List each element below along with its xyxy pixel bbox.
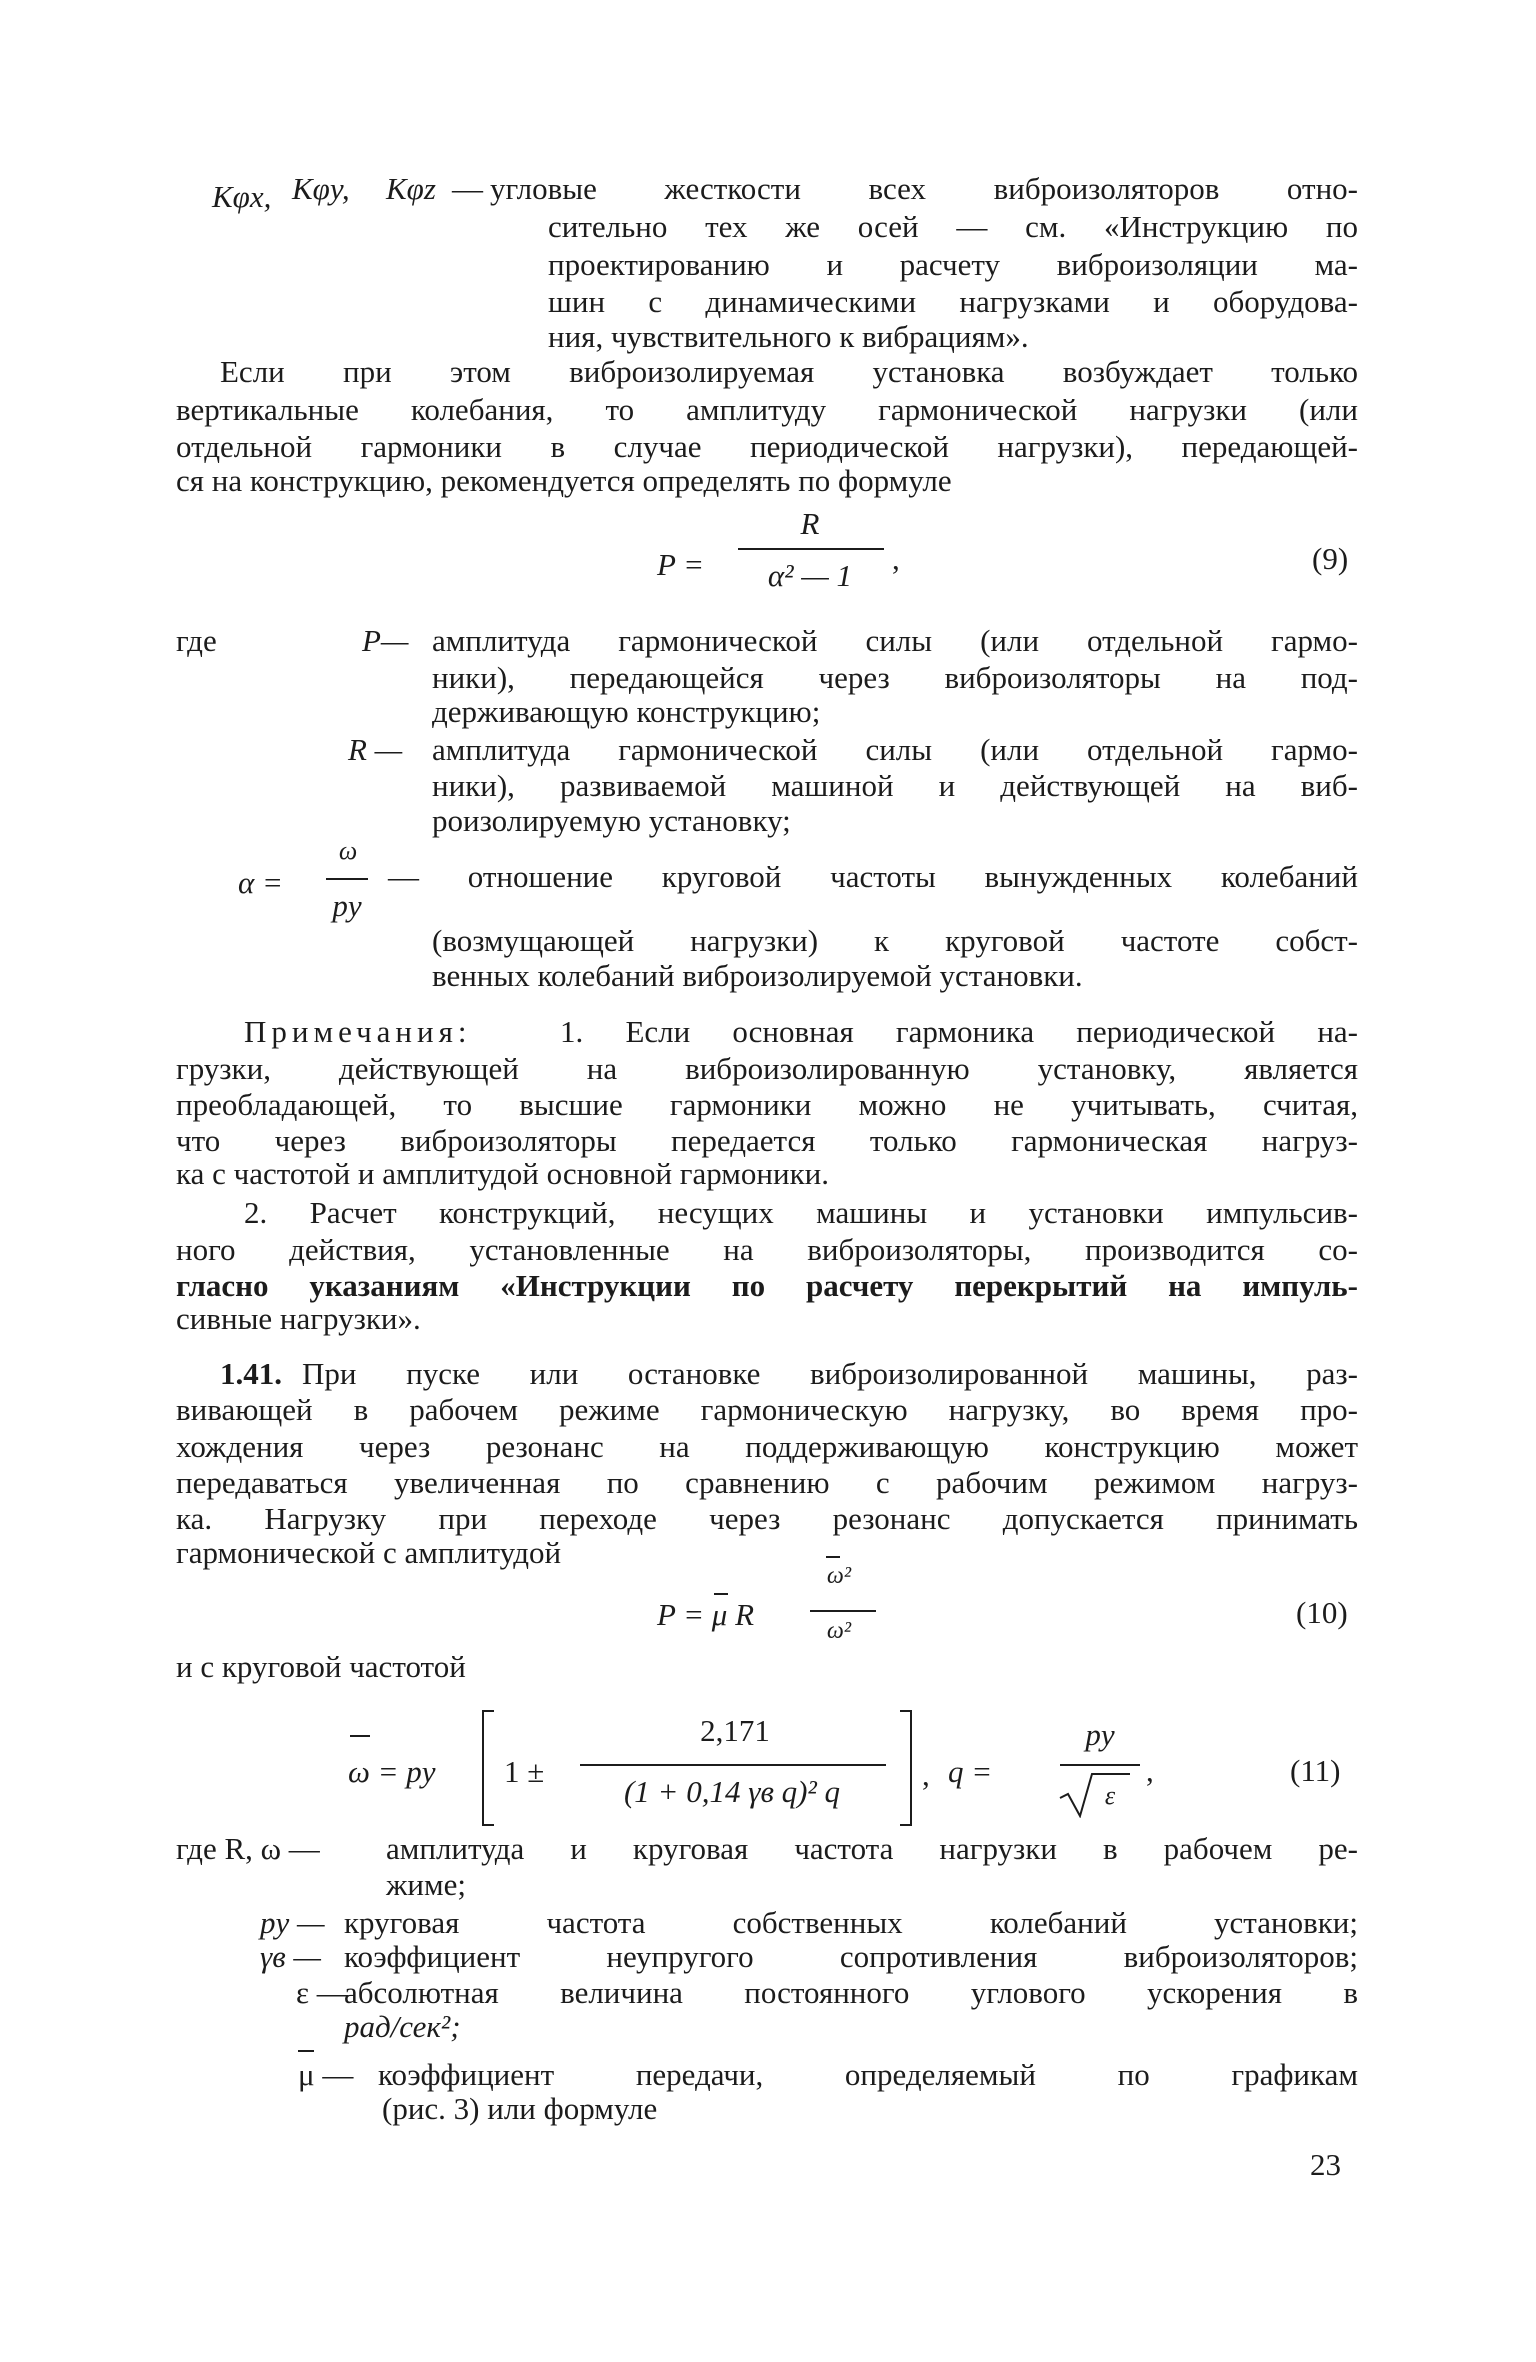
def-p-symbol: P— bbox=[362, 623, 409, 658]
note1-line-2: грузки, действующей на виброизолированную установку, является bbox=[176, 1051, 1358, 1086]
f9-numerator: R bbox=[800, 506, 820, 541]
def-alpha-fraction-bar bbox=[326, 878, 368, 880]
def-angular-line-3: проектированию и расчету виброизоляции ма- bbox=[548, 247, 1358, 282]
section-141-line-6: гармонической с амплитудой bbox=[176, 1535, 562, 1570]
f11-numerator: 2,171 bbox=[700, 1713, 770, 1748]
f10-mu-overline bbox=[714, 1593, 728, 1595]
def-p-line-1: амплитуда гармонической силы (или отдельной гармо- bbox=[432, 623, 1358, 658]
def-gamma-symbol: γв — bbox=[260, 1939, 321, 1974]
def-eps-symbol: ε — bbox=[296, 1975, 348, 2010]
def-eps-line-1: абсолютная величина постоянного углового ускорения в bbox=[344, 1975, 1358, 2010]
note1-line-4: что через виброизоляторы передается только гармоническая нагруз- bbox=[176, 1123, 1358, 1158]
f9-fraction-bar bbox=[738, 548, 884, 550]
f11-number: (11) bbox=[1290, 1753, 1341, 1788]
section-141-line-2: вивающей в рабочем режиме гармоническую нагрузку, во время про- bbox=[176, 1392, 1358, 1427]
f10-number: (10) bbox=[1296, 1595, 1348, 1630]
def-mu-line-2: (рис. 3) или формуле bbox=[382, 2091, 658, 2126]
section-141-line-4: передаваться увеличенная по сравнению с рабочим режимом нагруз- bbox=[176, 1465, 1358, 1500]
def-gamma-text: коэффициент неупругого сопротивления виброизоляторов; bbox=[344, 1939, 1358, 1974]
symbol-k-phi-y: Kφy, bbox=[292, 171, 350, 206]
def-py-text: круговая частота собственных колебаний установки; bbox=[344, 1905, 1358, 1940]
def-alpha-line-2: (возмущающей нагрузки) к круговой частоте собст- bbox=[432, 923, 1358, 958]
note2-line-1: 2. Расчет конструкций, несущих машины и установки импульсив- bbox=[244, 1195, 1358, 1230]
f10-denominator: ω² bbox=[826, 1618, 852, 1644]
f11-right-bracket bbox=[900, 1710, 912, 1826]
def-mu-symbol: μ — bbox=[298, 2057, 354, 2092]
f11-comma-1: , bbox=[922, 1757, 930, 1792]
f10-omega-overline bbox=[826, 1556, 840, 1558]
def-angular-line-5: ния, чувствительного к вибрациям». bbox=[548, 319, 1029, 354]
notes-label: Примечания: bbox=[244, 1014, 472, 1049]
circ-freq-label: и с круговой частотой bbox=[176, 1649, 466, 1684]
note2-line-2: ного действия, установленные на виброизоляторы, производится со- bbox=[176, 1232, 1358, 1267]
def-angular-line-4: шин с динамическими нагрузками и оборудова- bbox=[548, 284, 1358, 319]
def-mu-overline bbox=[298, 2050, 314, 2052]
page-number: 23 bbox=[1310, 2147, 1341, 2182]
f9-comma: , bbox=[892, 541, 900, 576]
def-alpha-numerator: ω bbox=[338, 836, 358, 865]
f11-q-numerator: pу bbox=[1085, 1717, 1115, 1752]
section-141-number: 1.41. bbox=[220, 1356, 282, 1391]
def-mu-line-1: коэффициент передачи, определяемый по графикам bbox=[378, 2057, 1358, 2092]
f9-number: (9) bbox=[1312, 541, 1349, 576]
note2-line-4: сивные нагрузки». bbox=[176, 1301, 421, 1336]
def-eps-line-2: рад/сек²; bbox=[344, 2009, 461, 2044]
section-141-line-1: При пуске или остановке виброизолированной машины, раз- bbox=[302, 1356, 1358, 1391]
def-alpha-line-3: венных колебаний виброизолируемой установки. bbox=[432, 958, 1083, 993]
note1-line-3: преобладающей, то высшие гармоники можно не учитывать, считая, bbox=[176, 1087, 1358, 1122]
para1-line-2: вертикальные колебания, то амплитуду гармонической нагрузки (или bbox=[176, 392, 1358, 427]
def-py-symbol: pу — bbox=[260, 1905, 325, 1940]
para1-line-4: ся на конструкцию, рекомендуется определять по формуле bbox=[176, 463, 952, 498]
f11-one-pm: 1 ± bbox=[504, 1754, 545, 1789]
f9-denominator: α² — 1 bbox=[767, 558, 853, 593]
def-r-omega-line-2: жиме; bbox=[386, 1867, 466, 1902]
def-angular-line-2: сительно тех же осей — см. «Инструкцию по bbox=[548, 209, 1358, 244]
symbol-k-phi-x: Kφx, bbox=[212, 179, 272, 214]
where-label: где bbox=[176, 623, 217, 658]
f10-numerator: ω² bbox=[826, 1563, 852, 1589]
def-p-line-3: держивающую конструкцию; bbox=[432, 694, 821, 729]
f10-fraction-bar bbox=[810, 1610, 876, 1612]
def-r-symbol: R — bbox=[348, 732, 403, 767]
f11-q-fraction-bar bbox=[1060, 1764, 1140, 1766]
note1-line-1: 1. Если основная гармоника периодической на- bbox=[560, 1014, 1358, 1049]
f11-lhs: ω = pу bbox=[348, 1754, 436, 1789]
f11-fraction-bar bbox=[580, 1764, 886, 1766]
def-r-line-2: ники), развиваемой машиной и действующей на виб- bbox=[432, 768, 1358, 803]
para1-line-1: Если при этом виброизолируемая установка возбуждает только bbox=[220, 354, 1358, 389]
f11-comma-2: , bbox=[1146, 1753, 1154, 1788]
f11-left-bracket bbox=[482, 1710, 494, 1826]
section-141-line-5: ка. Нагрузку при переходе через резонанс допускается принимать bbox=[176, 1501, 1358, 1536]
def-angular-line-1: угловые жесткости всех виброизоляторов отно- bbox=[490, 171, 1358, 206]
def-alpha-lhs: α = bbox=[238, 865, 283, 900]
f9-lhs: P = bbox=[657, 547, 705, 582]
def-p-line-2: ники), передающейся через виброизоляторы на под- bbox=[432, 660, 1358, 695]
f10-lhs: P = μ R bbox=[657, 1597, 755, 1632]
note1-line-5: ка с частотой и амплитудой основной гармоники. bbox=[176, 1156, 829, 1191]
f11-denominator: (1 + 0,14 γв q)² q bbox=[623, 1774, 841, 1809]
f11-omega-overline bbox=[350, 1735, 370, 1737]
f11-q-denominator: ε bbox=[1104, 1781, 1116, 1810]
f11-q-lhs: q = bbox=[948, 1754, 993, 1789]
section-141-line-3: хождения через резонанс на поддерживающую конструкцию может bbox=[176, 1429, 1358, 1464]
note2-line-3: гласно указаниям «Инструкции по расчету перекрытий на импуль- bbox=[176, 1268, 1358, 1303]
para1-line-3: отдельной гармоники в случае периодической нагрузки), передающей- bbox=[176, 429, 1358, 464]
def-r-line-1: амплитуда гармонической силы (или отдельной гармо- bbox=[432, 732, 1358, 767]
def-alpha-line-1: — отношение круговой частоты вынужденных колебаний bbox=[388, 859, 1358, 894]
def-alpha-denominator: pу bbox=[332, 888, 362, 923]
def-r-line-3: роизолируемую установку; bbox=[432, 803, 791, 838]
symbol-k-phi-z: Kφz bbox=[386, 171, 436, 206]
def-where-r-omega: где R, ω — bbox=[176, 1831, 320, 1866]
def-angular-dash: — bbox=[452, 171, 483, 206]
def-r-omega-line-1: амплитуда и круговая частота нагрузки в рабочем ре- bbox=[386, 1831, 1358, 1866]
